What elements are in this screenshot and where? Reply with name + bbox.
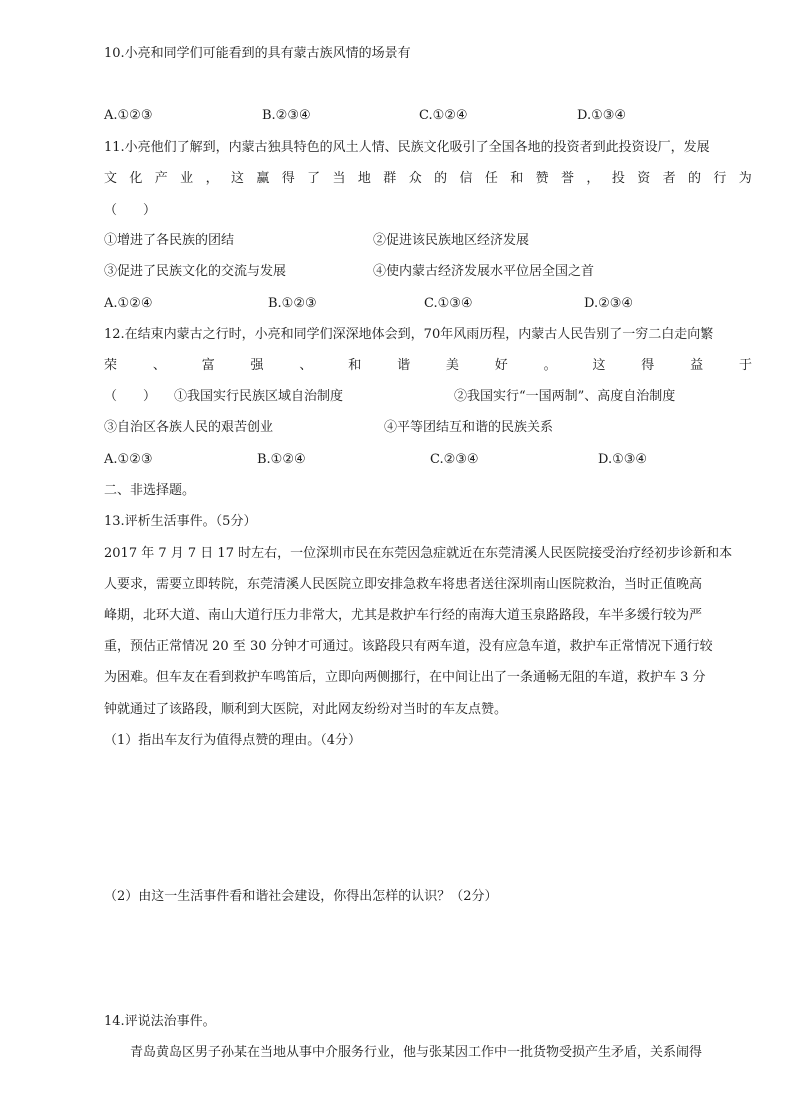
q12-option-a: A.①②③ <box>104 452 153 467</box>
q13-subquestion-1: （1）指出车友行为值得点赞的理由。（4分） <box>104 733 362 748</box>
q11-item-4: ④使内蒙古经济发展水平位居全国之首 <box>373 264 595 279</box>
q10-stem: 10.小亮和同学们可能看到的具有蒙古族风情的场景有 <box>104 46 411 61</box>
q10-option-b: B.②③④ <box>262 108 311 123</box>
q12-item-1: ①我国实行民族区域自治制度 <box>174 389 344 404</box>
q12-item-2: ②我国实行“一国两制”、高度自治制度 <box>454 389 676 404</box>
q14-paragraph-line1: 青岛黄岛区男子孙某在当地从事中介服务行业，他与张某因工作中一批货物受损产生矛盾，关系闹得 <box>130 1045 703 1060</box>
q12-option-c: C.②③④ <box>430 452 479 467</box>
q11-stem-line1: 11.小亮他们了解到，内蒙古独具特色的风土人情、民族文化吸引了全国各地的投资者到此投资设厂，发展 <box>104 140 710 155</box>
q11-option-a: A.①②④ <box>104 296 153 311</box>
q13-paragraph-line2: 人要求，需要立即转院，东莞清溪人民医院立即安排急救车将患者送往深圳南山医院救治，当时正值晚高 <box>104 577 703 592</box>
q11-option-b: B.①②③ <box>268 296 317 311</box>
q11-stem-line2: 文 化 产 业 ， 这 赢 得 了 当 地 群 众 的 信 任 和 赞 誉 ， 投 资 者 的 行 为 <box>104 171 752 186</box>
q14-title: 14.评说法治事件。 <box>104 1014 216 1029</box>
q12-item-4: ④平等团结互和谐的民族关系 <box>384 420 554 435</box>
q11-option-c: C.①③④ <box>424 296 473 311</box>
q10-option-c: C.①②④ <box>419 108 468 123</box>
q11-item-1: ①增进了各民族的团结 <box>104 233 235 248</box>
q13-paragraph-line4: 重，预估正常情况 20 至 30 分钟才可通过。该路段只有两车道，没有应急车道，救护车正常情况下通行较 <box>104 639 713 654</box>
q10-option-a: A.①②③ <box>104 108 153 123</box>
q13-subquestion-2: （2）由这一生活事件看和谐社会建设，你得出怎样的认识？（2分） <box>104 889 498 904</box>
q13-paragraph-line1: 2017 年 7 月 7 日 17 时左右，一位深圳市民在东莞因急症就近在东莞清溪人民医院接受治疗经初步诊新和本 <box>104 546 733 561</box>
q13-title: 13.评析生活事件。（5分） <box>104 514 257 529</box>
q11-option-d: D.②③④ <box>584 296 634 311</box>
q12-option-d: D.①③④ <box>598 452 648 467</box>
q13-paragraph-line3: 峰期，北环大道、南山大道行压力非常大，尤其是救护车行经的南海大道玉泉路路段，车半多缓行较为严 <box>104 608 703 623</box>
q11-answer-blank: （ ） <box>104 203 157 218</box>
q13-paragraph-line6: 钟就通过了该路段，顺利到大医院，对此网友纷纷对当时的车友点赞。 <box>104 702 508 717</box>
q13-paragraph-line5: 为困难。但车友在看到救护车鸣笛后，立即向两侧挪行，在中间让出了一条通畅无阻的车道，救护车 3 分 <box>104 670 706 685</box>
q12-stem-line2: 荣 、 富 强 、 和 谐 美 好 。 这 得 益 于 <box>104 358 752 373</box>
q12-stem-line1: 12.在结束内蒙古之行时，小亮和同学们深深地体会到，70年风雨历程，内蒙古人民告别了一穷二白走向繁 <box>104 327 714 342</box>
q12-option-b: B.①②④ <box>257 452 306 467</box>
q12-item-3: ③自治区各族人民的艰苦创业 <box>104 420 274 435</box>
q12-answer-blank: （ ） <box>104 389 157 404</box>
section-heading-non-choice: 二、非选择题。 <box>104 483 196 498</box>
q11-item-3: ③促进了民族文化的交流与发展 <box>104 264 287 279</box>
q10-option-d: D.①③④ <box>577 108 627 123</box>
q11-item-2: ②促进该民族地区经济发展 <box>373 233 530 248</box>
